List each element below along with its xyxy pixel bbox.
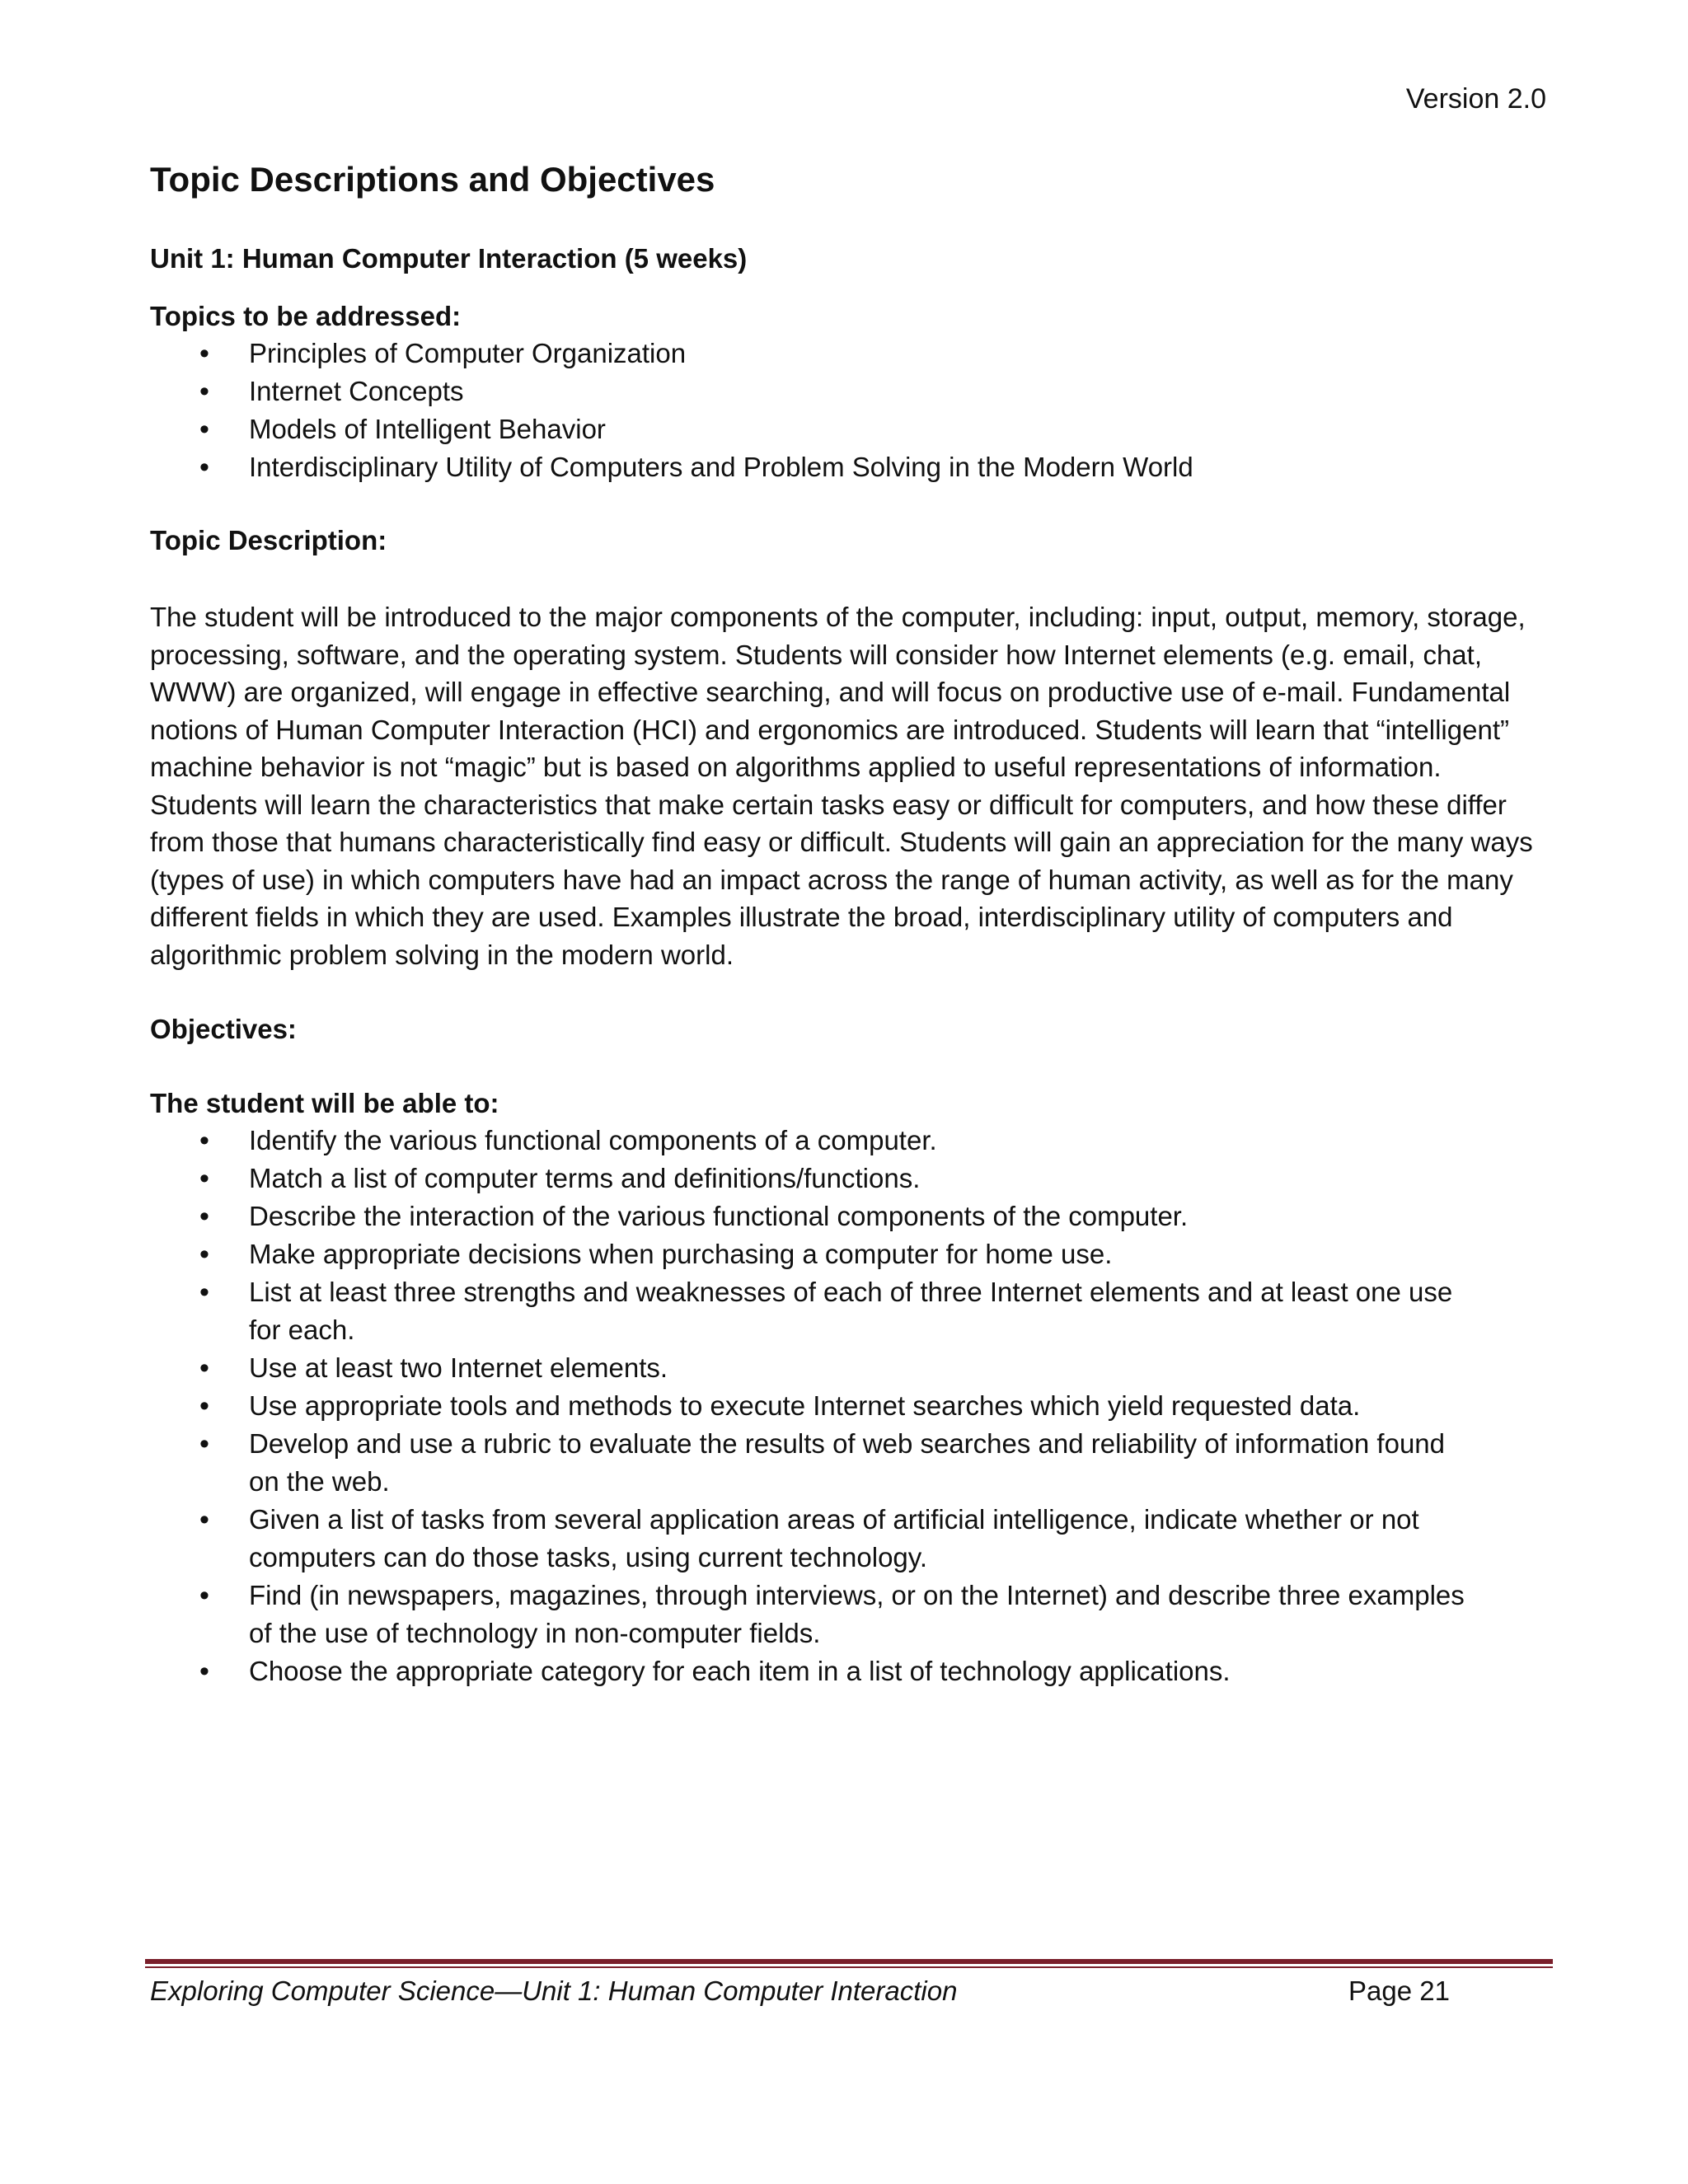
objective-item: • List at least three strengths and weaknesses of each of three Internet elements and at least one use for each. <box>150 1273 1469 1349</box>
page-number: Page 21 <box>1348 1975 1450 2006</box>
objective-item: • Use appropriate tools and methods to execute Internet searches which yield requested data. <box>150 1387 1469 1425</box>
footer-title: Exploring Computer Science—Unit 1: Human Computer Interaction <box>150 1975 958 2006</box>
topic-item: • Internet Concepts <box>150 373 1469 410</box>
topic-description-label: Topic Description: <box>150 525 387 555</box>
objective-item: • Identify the various functional components of a computer. <box>150 1122 1469 1160</box>
objective-item: • Describe the interaction of the various functional components of the computer. <box>150 1197 1469 1235</box>
footer-rule-thin <box>145 1966 1553 1968</box>
topics-label: Topics to be addressed: <box>150 301 462 331</box>
objective-item: • Given a list of tasks from several application areas of artificial intelligence, indicate whether or not computers can do those tasks, using current technology. <box>150 1501 1469 1577</box>
objective-item: • Choose the appropriate category for each item in a list of technology applications. <box>150 1652 1469 1690</box>
objective-item: • Develop and use a rubric to evaluate the results of web searches and reliability of information found on the web. <box>150 1425 1469 1501</box>
page-title: Topic Descriptions and Objectives <box>150 160 715 199</box>
topic-item: • Principles of Computer Organization <box>150 335 1469 373</box>
objectives-list <box>150 1122 1551 1690</box>
main-content <box>150 157 1551 1690</box>
unit-heading: Unit 1: Human Computer Interaction (5 weeks) <box>150 243 748 274</box>
objectives-label: Objectives: <box>150 1014 297 1044</box>
topics-list <box>150 335 1551 486</box>
topic-description: The student will be introduced to the major components of the computer, including: input, output, memory, storage, processing, software, and the operating system. Students will consider how Internet elements (e.g. email, chat, WWW) are organized, will engage in effective searching, and will focus on productive use of e-mail. Fundamental notions of Human Computer Interaction (HCI) and ergonomics are introduced. Students will learn that “intelligent” machine behavior is not “magic” but is based on algorithms applied to useful representations of information. Students will learn the characteristics that make certain tasks easy or difficult for computers, and how these differ from those that humans characteristically find easy or difficult. Students will gain an appreciation for the many ways (types of use) in which computers have had an impact across the range of human activity, as well as for the many different fields in which they are used. Examples illustrate the broad, interdisciplinary utility of computers and algorithmic problem solving in the modern world. <box>150 602 1533 970</box>
topic-item: • Interdisciplinary Utility of Computers and Problem Solving in the Modern World <box>150 448 1469 486</box>
version-label: Version 2.0 <box>1405 83 1546 115</box>
objective-item: • Use at least two Internet elements. <box>150 1349 1469 1387</box>
objective-item: • Match a list of computer terms and definitions/functions. <box>150 1160 1469 1197</box>
objective-item: • Make appropriate decisions when purchasing a computer for home use. <box>150 1235 1469 1273</box>
objective-item: • Find (in newspapers, magazines, through interviews, or on the Internet) and describe three examples of the use of technology in non-computer fields. <box>150 1577 1469 1652</box>
student-able-label: The student will be able to: <box>150 1088 499 1118</box>
footer-rule-thick <box>145 1959 1553 1964</box>
topic-item: • Models of Intelligent Behavior <box>150 410 1469 448</box>
